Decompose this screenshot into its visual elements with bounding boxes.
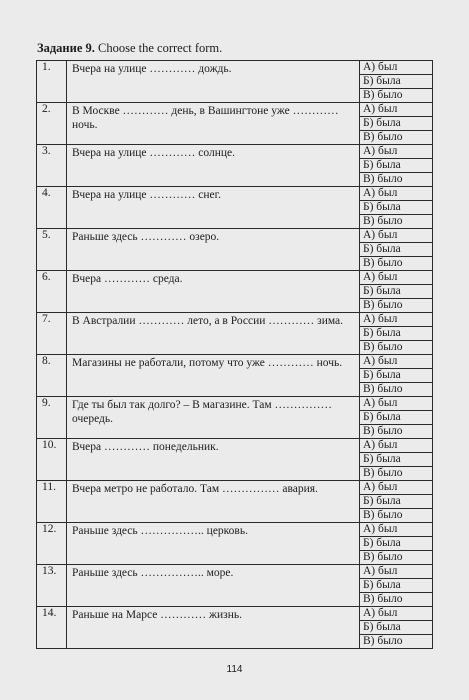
question-text: Раньше здесь …………….. море. [67, 565, 360, 607]
answer-option[interactable]: Б) была [360, 411, 433, 425]
answer-option[interactable]: Б) была [360, 75, 433, 89]
question-number: 7. [37, 313, 67, 355]
question-text: Магазины не работали, потому что уже ………… ночь. [67, 355, 360, 397]
answer-option[interactable]: А) был [360, 397, 433, 411]
question-text: Вчера метро не работало. Там …………… авария. [67, 481, 360, 523]
question-number: 5. [37, 229, 67, 271]
answer-option[interactable]: А) был [360, 565, 433, 579]
question-text: Вчера ………… понедельник. [67, 439, 360, 481]
question-number: 12. [37, 523, 67, 565]
question-text: Вчера на улице ………… солнце. [67, 145, 360, 187]
exercise-table [36, 60, 433, 649]
question-number: 2. [37, 103, 67, 145]
answer-option[interactable]: А) был [360, 439, 433, 453]
answer-option[interactable]: А) был [360, 61, 433, 75]
answer-option[interactable]: А) был [360, 103, 433, 117]
answer-option[interactable]: В) было [360, 173, 433, 187]
question-number: 10. [37, 439, 67, 481]
answer-option[interactable]: А) был [360, 355, 433, 369]
exercise-row [37, 61, 433, 75]
answer-option[interactable]: А) был [360, 145, 433, 159]
exercise-row [37, 523, 433, 537]
answer-option[interactable]: В) было [360, 341, 433, 355]
answer-option[interactable]: Б) была [360, 369, 433, 383]
answer-option[interactable]: А) был [360, 271, 433, 285]
answer-option[interactable]: В) было [360, 593, 433, 607]
question-text: Вчера на улице ………… снег. [67, 187, 360, 229]
answer-option[interactable]: А) был [360, 481, 433, 495]
answer-option[interactable]: А) был [360, 523, 433, 537]
exercise-row [37, 145, 433, 159]
answer-option[interactable]: А) был [360, 229, 433, 243]
question-text: Вчера ………… среда. [67, 271, 360, 313]
exercise-heading [37, 40, 222, 56]
answer-option[interactable]: Б) была [360, 243, 433, 257]
answer-option[interactable]: Б) была [360, 327, 433, 341]
answer-option[interactable]: Б) была [360, 285, 433, 299]
question-number: 6. [37, 271, 67, 313]
question-text: Где ты был так долго? – В магазине. Там …………… очередь. [67, 397, 360, 439]
answer-option[interactable]: В) было [360, 383, 433, 397]
answer-option[interactable]: В) было [360, 635, 433, 649]
answer-option[interactable]: А) был [360, 187, 433, 201]
page-number: 114 [226, 664, 243, 675]
answer-option[interactable]: В) было [360, 131, 433, 145]
answer-option[interactable]: Б) была [360, 621, 433, 635]
answer-option[interactable]: Б) была [360, 579, 433, 593]
exercise-row [37, 103, 433, 117]
exercise-label: Задание 9. [37, 41, 95, 55]
answer-option[interactable]: В) было [360, 215, 433, 229]
answer-option[interactable]: В) было [360, 425, 433, 439]
answer-option[interactable]: А) был [360, 313, 433, 327]
question-number: 3. [37, 145, 67, 187]
question-text: Вчера на улице ………… дождь. [67, 61, 360, 103]
exercise-row [37, 397, 433, 411]
question-text: В Австралии ………… лето, а в России ………… зима. [67, 313, 360, 355]
exercise-row [37, 439, 433, 453]
exercise-row [37, 481, 433, 495]
answer-option[interactable]: В) было [360, 299, 433, 313]
question-number: 11. [37, 481, 67, 523]
answer-option[interactable]: А) был [360, 607, 433, 621]
question-number: 8. [37, 355, 67, 397]
question-number: 13. [37, 565, 67, 607]
answer-option[interactable]: Б) была [360, 453, 433, 467]
question-number: 9. [37, 397, 67, 439]
exercise-row [37, 565, 433, 579]
answer-option[interactable]: В) было [360, 467, 433, 481]
question-text: Раньше здесь ………… озеро. [67, 229, 360, 271]
answer-option[interactable]: Б) была [360, 537, 433, 551]
question-text: В Москве ………… день, в Вашингтоне уже ………… ночь. [67, 103, 360, 145]
question-number: 1. [37, 61, 67, 103]
answer-option[interactable]: Б) была [360, 159, 433, 173]
answer-option[interactable]: Б) была [360, 117, 433, 131]
question-number: 14. [37, 607, 67, 649]
question-text: Раньше на Марсе ………… жизнь. [67, 607, 360, 649]
answer-option[interactable]: В) было [360, 509, 433, 523]
answer-option[interactable]: В) было [360, 551, 433, 565]
exercise-row [37, 229, 433, 243]
answer-option[interactable]: Б) была [360, 495, 433, 509]
exercise-row [37, 355, 433, 369]
answer-option[interactable]: В) было [360, 257, 433, 271]
exercise-row [37, 313, 433, 327]
answer-option[interactable]: В) было [360, 89, 433, 103]
answer-option[interactable]: Б) была [360, 201, 433, 215]
exercise-row [37, 607, 433, 621]
question-number: 4. [37, 187, 67, 229]
exercise-row [37, 271, 433, 285]
question-text: Раньше здесь …………….. церковь. [67, 523, 360, 565]
exercise-row [37, 187, 433, 201]
exercise-instruction: Choose the correct form. [98, 41, 223, 55]
